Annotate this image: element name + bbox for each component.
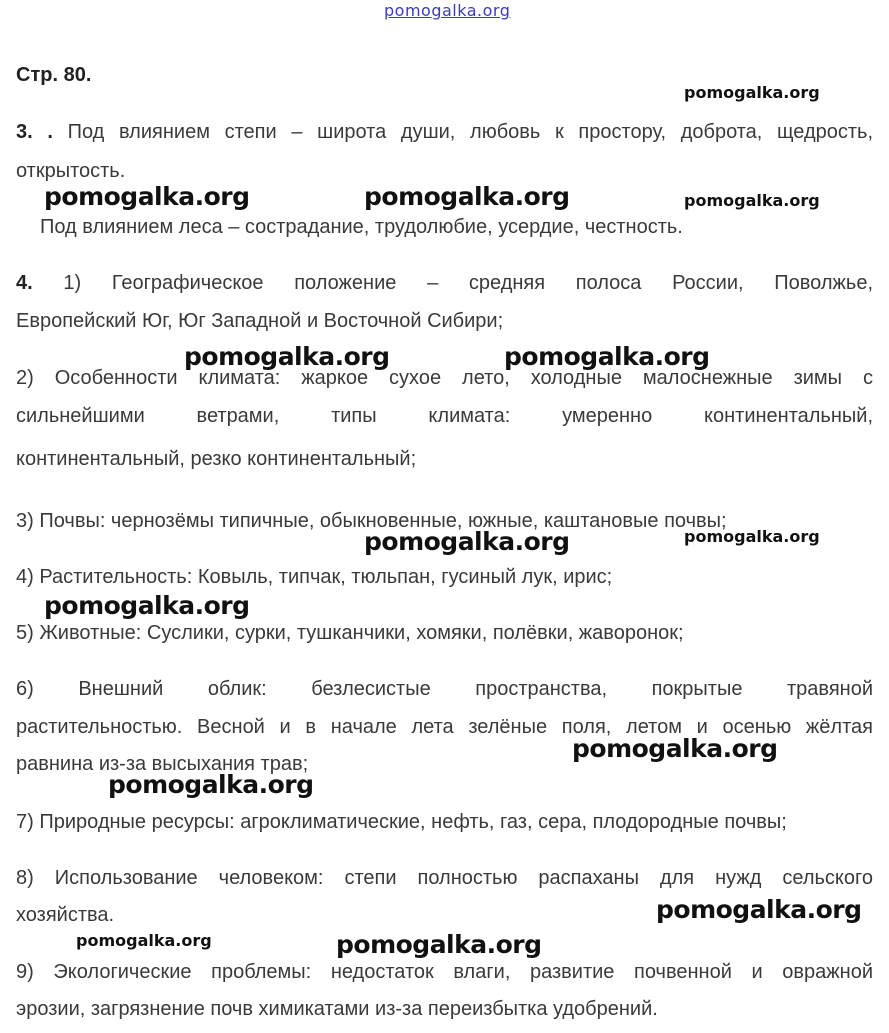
- answer-4-item-4: 4) Растительность: Ковыль, типчак, тюльпан, гусиный лук, ирис;: [16, 566, 613, 588]
- answer-3-line-2: открытость.: [16, 160, 126, 182]
- watermark: pomogalka.org: [44, 591, 250, 620]
- answer-4-item-7: 7) Природные ресурсы: агроклиматические, нефть, газ, сера, плодородные почвы;: [16, 811, 787, 833]
- watermark: pomogalka.org: [184, 342, 390, 371]
- answer-4-item-1-line-2: Европейский Юг, Юг Западной и Восточной Сибири;: [16, 310, 504, 332]
- answer-3-text-1: Под влиянием степи – широта души, любовь к простору, доброта, щедрость,: [67, 121, 874, 143]
- answer-4-item-2-line-1: 2) Особенности климата: жаркое сухое лето, холодные малоснежные зимы с: [16, 367, 873, 389]
- watermark: pomogalka.org: [684, 191, 820, 210]
- watermark: pomogalka.org: [108, 770, 314, 799]
- watermark: pomogalka.org: [572, 734, 778, 763]
- answer-4-item-8-line-1: 8) Использование человеком: степи полностью распаханы для нужд сельского: [16, 867, 873, 889]
- answer-3-line-3: Под влиянием леса – сострадание, трудолюбие, усердие, честность.: [40, 216, 683, 238]
- answer-4-item-6-line-1: 6) Внешний облик: безлесистые пространства, покрытые травяной: [16, 678, 873, 700]
- watermark: pomogalka.org: [684, 83, 820, 102]
- answer-4-item-2-line-2: сильнейшими ветрами, типы климата: умеренно континентальный,: [16, 405, 873, 427]
- answer-4-item-3: 3) Почвы: чернозёмы типичные, обыкновенные, южные, каштановые почвы;: [16, 510, 727, 532]
- answer-4-item-8-line-2: хозяйства.: [16, 904, 115, 926]
- answer-4-item-1-text: 1) Географическое положение – средняя полоса России, Поволжье,: [63, 272, 874, 294]
- watermark: pomogalka.org: [364, 527, 570, 556]
- answer-3-number: 3. .: [16, 121, 53, 143]
- watermark: pomogalka.org: [44, 182, 250, 211]
- answer-4-item-2-line-3: континентальный, резко континентальный;: [16, 448, 417, 470]
- answer-4-item-6-line-3: равнина из-за высыхания трав;: [16, 753, 309, 775]
- answer-4-number: 4.: [16, 272, 33, 294]
- watermark: pomogalka.org: [684, 527, 820, 546]
- watermark: pomogalka.org: [656, 895, 862, 924]
- answer-4-item-9-line-1: 9) Экологические проблемы: недостаток влаги, развитие почвенной и овражной: [16, 961, 873, 983]
- answer-4-item-1-line-1: [16, 271, 873, 295]
- answer-4-item-9-line-2: эрозии, загрязнение почв химикатами из-за переизбытка удобрений.: [16, 998, 658, 1020]
- answer-4-item-5: 5) Животные: Суслики, сурки, тушканчики, хомяки, полёвки, жаворонок;: [16, 622, 684, 644]
- page-reference: Стр. 80.: [16, 64, 92, 86]
- watermark: pomogalka.org: [364, 182, 570, 211]
- answer-4-item-6-line-2: растительностью. Весной и в начале лета зелёные поля, летом и осенью жёлтая: [16, 716, 873, 738]
- answer-3-line-1: [16, 120, 873, 144]
- watermark: pomogalka.org: [76, 931, 212, 950]
- site-header-link[interactable]: pomogalka.org: [384, 1, 511, 20]
- watermark: pomogalka.org: [504, 342, 710, 371]
- watermark: pomogalka.org: [336, 930, 542, 959]
